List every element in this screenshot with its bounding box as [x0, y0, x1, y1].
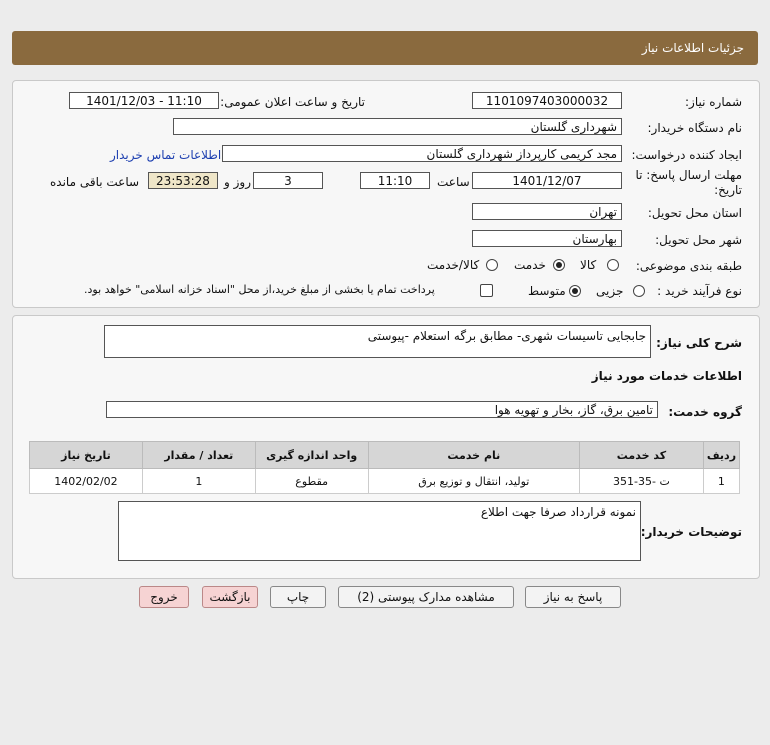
creator-label: ایجاد کننده درخواست: — [631, 148, 742, 162]
need-number-label: شماره نیاز: — [685, 95, 742, 109]
back-button[interactable]: بازگشت — [202, 586, 258, 608]
cell-date: 1402/02/02 — [30, 469, 143, 494]
col-date: تاریخ نیاز — [30, 442, 143, 469]
remaining-time-field: 23:53:28 — [148, 172, 218, 189]
need-number-field: 1101097403000032 — [472, 92, 622, 109]
col-code: کد خدمت — [580, 442, 704, 469]
category-goods-label: کالا — [580, 258, 597, 272]
service-group-field: تامین برق، گاز، بخار و تهویه هوا — [106, 401, 658, 418]
creator-field: مجد کریمی کارپرداز شهرداری گلستان — [222, 145, 622, 162]
col-qty: تعداد / مقدار — [142, 442, 255, 469]
buyer-notes-box: نمونه قرارداد صرفا جهت اطلاع — [118, 501, 641, 561]
services-table — [29, 441, 740, 494]
purchase-minor-label: جزیی — [596, 284, 624, 298]
city-field: بهارستان — [472, 230, 622, 247]
print-button[interactable]: چاپ — [270, 586, 326, 608]
summary-box: جابجایی تاسیسات شهری- مطابق برگه استعلام -پیوستی — [104, 325, 651, 358]
purchase-type-label: نوع فرآیند خرید : — [657, 284, 742, 298]
exit-button[interactable]: خروج — [139, 586, 189, 608]
info-panel — [12, 80, 760, 308]
service-group-label: گروه خدمت: — [668, 405, 742, 419]
summary-label: شرح کلی نیاز: — [656, 336, 742, 350]
days-label: روز و — [224, 175, 251, 189]
col-name: نام خدمت — [368, 442, 579, 469]
deadline-date-field: 1401/12/07 — [472, 172, 622, 189]
purchase-minor-radio[interactable] — [633, 285, 645, 297]
table-row — [30, 469, 740, 494]
announce-label: تاریخ و ساعت اعلان عمومی: — [220, 95, 365, 109]
cell-unit: مقطوع — [255, 469, 368, 494]
deadline-label-date: تاریخ: — [714, 183, 742, 197]
province-field: تهران — [472, 203, 622, 220]
time-label: ساعت — [437, 175, 470, 189]
reply-button[interactable]: پاسخ به نیاز — [525, 586, 621, 608]
buyer-notes-label: توضیحات خریدار: — [640, 525, 742, 539]
days-field: 3 — [253, 172, 323, 189]
buyer-org-field: شهرداری گلستان — [173, 118, 622, 135]
col-unit: واحد اندازه گیری — [255, 442, 368, 469]
services-heading: اطلاعات خدمات مورد نیاز — [591, 369, 742, 383]
city-label: شهر محل تحویل: — [655, 233, 742, 247]
page-header — [12, 31, 758, 65]
category-goods-service-radio[interactable] — [486, 259, 498, 271]
col-index: ردیف — [703, 442, 739, 469]
cell-qty: 1 — [142, 469, 255, 494]
page-title: جزئیات اطلاعات نیاز — [641, 41, 744, 55]
cell-code: ت -35-351 — [580, 469, 704, 494]
category-goods-radio[interactable] — [607, 259, 619, 271]
purchase-medium-label: متوسط — [528, 284, 566, 298]
province-label: استان محل تحویل: — [647, 206, 742, 220]
deadline-label: مهلت ارسال پاسخ: تا — [635, 168, 742, 182]
category-service-label: خدمت — [514, 258, 546, 272]
remaining-label: ساعت باقی مانده — [50, 175, 140, 189]
category-label: طبقه بندی موضوعی: — [635, 259, 742, 273]
category-goods-service-label: کالا/خدمت — [427, 258, 480, 272]
cell-name: تولید، انتقال و توزیع برق — [368, 469, 579, 494]
table-header-row — [30, 442, 740, 469]
treasury-note: پرداخت تمام یا بخشی از مبلغ خرید،از محل "اسناد خزانه اسلامی" خواهد بود. — [84, 283, 435, 296]
view-attachments-button[interactable]: مشاهده مدارک پیوستی (2) — [338, 586, 514, 608]
category-service-radio[interactable] — [553, 259, 565, 271]
buyer-contact-link[interactable]: اطلاعات تماس خریدار — [110, 148, 222, 162]
purchase-medium-radio[interactable] — [569, 285, 581, 297]
deadline-time-field: 11:10 — [360, 172, 430, 189]
buyer-org-label: نام دستگاه خریدار: — [647, 121, 742, 135]
cell-index: 1 — [703, 469, 739, 494]
treasury-checkbox[interactable] — [480, 284, 493, 297]
announce-field: 1401/12/03 - 11:10 — [69, 92, 219, 109]
